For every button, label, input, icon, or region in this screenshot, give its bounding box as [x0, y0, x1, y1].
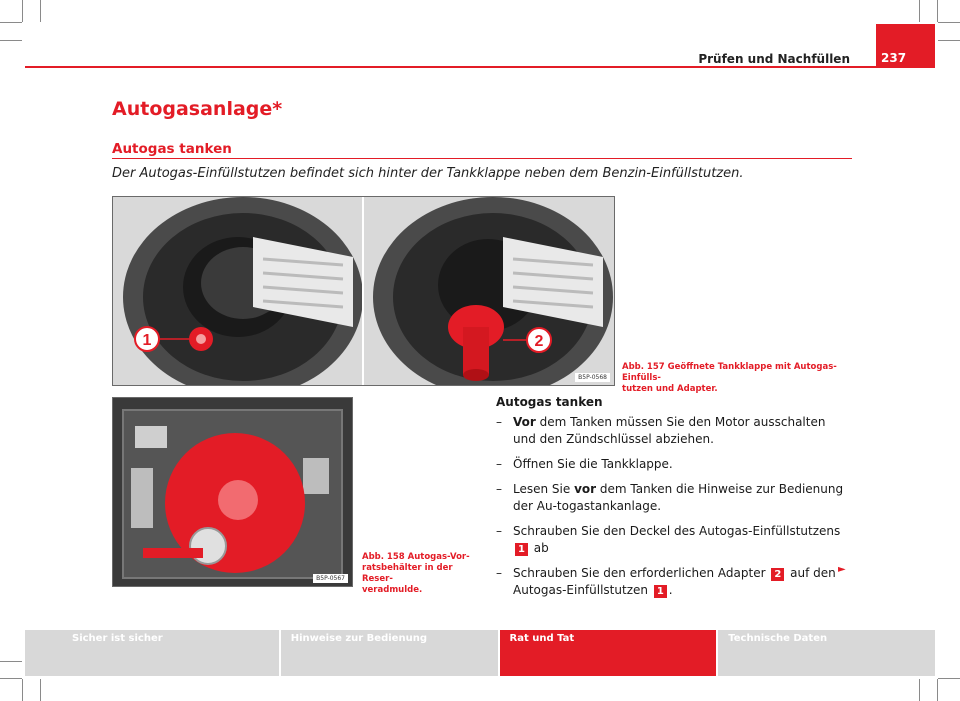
callout-2: 2 — [534, 333, 544, 350]
crop-mark — [0, 40, 22, 41]
tab-rat-und-tat[interactable]: Rat und Tat — [500, 630, 717, 676]
crop-mark — [0, 661, 22, 662]
subsection-title: Autogas tanken — [112, 141, 232, 157]
page-number: 237 — [876, 24, 935, 68]
tab-sicher-ist-sicher[interactable]: Sicher ist sicher — [25, 630, 279, 676]
ref-badge-1: 1 — [654, 585, 667, 598]
subsection-rule — [112, 158, 852, 159]
section-title: Autogasanlage* — [112, 98, 283, 120]
crop-mark — [938, 678, 960, 679]
instructions-heading: Autogas tanken — [496, 395, 603, 409]
figure-157-caption: Abb. 157 Geöffnete Tankklappe mit Autogas-Einfülls- tutzen und Adapter. — [622, 362, 837, 394]
crop-mark — [919, 0, 920, 22]
instructions — [496, 394, 852, 607]
crop-mark — [937, 679, 938, 701]
callout-1: 1 — [142, 332, 152, 349]
crop-mark — [0, 678, 22, 679]
crop-mark — [22, 679, 23, 701]
crop-mark — [40, 679, 41, 701]
figure-157-image — [112, 196, 615, 386]
step-1: – Vor dem Tanken müssen Sie den Motor ausschalten und den Zündschlüssel abziehen. — [496, 415, 826, 446]
crop-mark — [938, 40, 960, 41]
crop-mark — [937, 0, 938, 22]
crop-mark — [938, 22, 960, 23]
step-2: – Öffnen Sie die Tankklappe. — [496, 457, 673, 471]
step-3: – Lesen Sie vor dem Tanken die Hinweise zur Bedienung der Au-togastankanlage. — [496, 482, 844, 513]
crop-mark — [22, 0, 23, 22]
figure-158-image — [112, 397, 353, 587]
figure-158-caption: Abb. 158 Autogas-Vor- ratsbehälter in der Reser- veradmulde. — [362, 552, 470, 595]
ref-badge-1: 1 — [515, 543, 528, 556]
intro-text: Der Autogas-Einfüllstutzen befindet sich hinter der Tankklappe neben dem Benzin-Einfüllstutzen. — [112, 166, 744, 181]
tab-hinweise-zur-bedienung[interactable]: Hinweise zur Bedienung — [281, 630, 498, 676]
figure-157-code: B5P-0568 — [575, 373, 610, 382]
footer-nav — [25, 630, 935, 676]
crop-mark — [919, 679, 920, 701]
crop-mark — [40, 0, 41, 22]
running-header: Prüfen und Nachfüllen — [698, 52, 850, 66]
header-rule — [25, 66, 935, 68]
step-4: – Schrauben Sie den Deckel des Autogas-Einfüllstutzens 1 ab — [496, 524, 841, 555]
continue-arrow-icon: ► — [838, 564, 846, 575]
crop-mark — [0, 22, 22, 23]
tab-technische-daten[interactable]: Technische Daten — [718, 630, 935, 676]
ref-badge-2: 2 — [771, 568, 784, 581]
figure-158-code: B5P-0567 — [313, 574, 348, 583]
step-5: – Schrauben Sie den erforderlichen Adapter 2 auf den Autogas-Einfüllstutzen 1 . — [496, 566, 836, 597]
